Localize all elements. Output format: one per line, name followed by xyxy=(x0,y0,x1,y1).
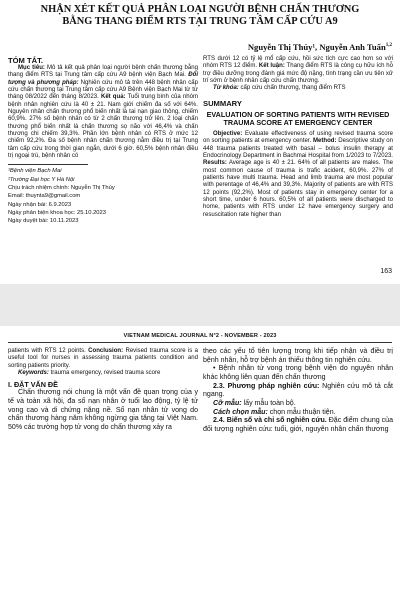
right-intro-paragraph: theo các yếu tố tiên lượng trong khi tiếp nhận và điều trị bệnh nhân, hỗ trợ bệnh án thiếu thông tin nghiên cứu. xyxy=(203,348,393,364)
cachchon-label: Cách chọn mẫu: xyxy=(213,408,268,416)
right-column-2 xyxy=(203,348,393,435)
abstract-english xyxy=(203,131,393,219)
keywords-label: Keywords: xyxy=(18,370,49,377)
en-cont-text: patients with RTS 12 points. xyxy=(8,348,86,354)
page-gap xyxy=(0,284,400,326)
doituong-label: Đối tượng và phương pháp: xyxy=(8,72,199,86)
email: Email: thuynta9@gmail.com xyxy=(8,193,81,200)
ketluan-text: Thang điểm RTS là công cụ hữu ích hỗ trợ điều dưỡng trong đánh giá mức độ nặng, tình trạng cần ưu tiên xử trí sớm ở bệnh nhân cấp cứu chấn thương. xyxy=(203,63,393,85)
author2-affiliation-sup: 1,2 xyxy=(385,43,392,49)
section-2-3 xyxy=(203,383,393,400)
objective-text: Evaluate effectiveness of using revised trauma score on sorting patients at emergency center. xyxy=(203,130,393,145)
method-text: Descriptive study on 448 trauma patients treated with basal – bolus insulin therapy at Endocrinology Department in Bachmai Hospital from 1/2023 to 7/2023. xyxy=(203,138,393,159)
responsible-author: Chịu trách nhiệm chính: Nguyễn Thị Thúy xyxy=(8,185,115,192)
abstract-english-continued xyxy=(8,348,198,370)
sec24-heading: 2.4. Biến số và chỉ số nghiên cứu. xyxy=(213,417,327,425)
sec23-heading: 2.3. Phương pháp nghiên cứu: xyxy=(213,382,320,390)
abstract-vi-cont-text: RTS dưới 12 có tỷ lệ mổ cấp cứu, hồi sức tích cực cao hơn so với nhóm RTS 12 điểm. xyxy=(203,56,393,70)
muctieu-text: Mô tả kết quả phân loại người bệnh chấn thương bằng thang điểm RTS tại Trung tâm cấp cứu A9 bệnh viện Bạch Mai. xyxy=(8,65,199,79)
author-names: Nguyễn Thị Thúy¹, Nguyễn Anh Tuấn xyxy=(247,42,386,52)
affiliation-2: ²Trường Đại học Y Hà Nội xyxy=(8,176,75,183)
tukhoa-label: Từ khóa: xyxy=(213,85,239,92)
left-column xyxy=(8,56,198,226)
authors xyxy=(248,42,392,52)
left-column-2 xyxy=(8,348,198,433)
date-reviewed: Ngày phản biện khoa học: 25.10.2023 xyxy=(8,209,106,216)
date-approved: Ngày duyệt bài: 10.11.2023 xyxy=(8,218,79,225)
article-title xyxy=(0,4,400,28)
title-line-1: NHẬN XÉT KẾT QUẢ PHÂN LOẠI NGƯỜI BỆNH CHẤN THƯƠNG xyxy=(40,4,360,15)
sampling-method xyxy=(203,409,393,418)
page-number: 163 xyxy=(380,268,392,275)
title-line-2: BẰNG THANG ĐIỂM RTS TẠI TRUNG TÂM CẤP CỨU A9 xyxy=(62,16,338,27)
keywords-vi xyxy=(203,85,393,92)
objective-label: Objective: xyxy=(213,130,243,137)
date-received: Ngày nhận bài: 6.9.2023 xyxy=(8,201,72,208)
conclusion-text: Revised trauma score is a useful tool for nurses in assessing trauma patients condition and sorting patients priority. xyxy=(8,348,198,369)
summary-heading: SUMMARY xyxy=(203,98,242,108)
footnotes xyxy=(8,167,198,225)
keywords-text: trauma emergency, revised trauma score xyxy=(48,370,161,377)
footnote-divider xyxy=(8,164,88,165)
method-label: Method: xyxy=(312,138,337,145)
results-label: Results: xyxy=(203,160,227,167)
abstract-vietnamese-continued xyxy=(203,56,393,85)
section-2-4 xyxy=(203,417,393,434)
comau-label: Cỡ mẫu: xyxy=(213,399,242,407)
ketluan-label: Kết luận: xyxy=(258,63,285,70)
keywords-en xyxy=(8,370,198,377)
affiliation-1: ¹Bệnh viện Bạch Mai xyxy=(8,168,62,175)
running-header: VIETNAM MEDICAL JOURNAL N°2 - NOVEMBER - 2023 xyxy=(123,333,277,339)
exclusion-bullet: • Bệnh nhân tử vong trong bệnh viện do nguyên nhân khác không liên quan đến chấn thương xyxy=(203,365,393,381)
summary-title: EVALUATION OF SORTING PATIENTS WITH REVISED TRAUMA SCORE AT EMERGENCY CENTER xyxy=(206,109,390,128)
tomtat-heading: TÓM TẮT. xyxy=(8,56,44,65)
sample-size xyxy=(203,400,393,409)
doituong-text: Nghiên cứu mô tả trên 448 bệnh nhân cấp cứu chấn thương tại Trung tâm cấp cứu A9 Bệnh viện Bạch Mai từ từ tháng 08/2022 đến tháng 8/2023. xyxy=(8,79,199,101)
tukhoa-text: cấp cứu chấn thương, thang điểm RTS xyxy=(238,85,346,92)
comau-text: lấy mẫu toàn bộ. xyxy=(241,399,296,407)
abstract-vietnamese xyxy=(8,65,198,160)
ketqua-text: Tuổi trung bình của nhóm bệnh nhân nghiên cứu là 40 ± 21. Nam giới chiếm đa số với 64%. Nguyên nhân chấn thương phổ biến nhất là tai nạn giao thông, chiếm 60,9%. 27% số bệnh nhân có từ 2 chấn thương trở lên. 2 loại chấn thương phổ biến nhất là chấn thương sọ não với 46,4% và chấn thương chi chiếm 39,3%. Phần lớn bệnh nhân có RTS ở mức 12 chiếm 92,2%. Đa số bệnh nhân chấn thương nằm điều trị tại Trung tâm cấp cứu trong thời gian ngắn, dưới 6 giờ. 60,5% bệnh nhân điều trị ngoại trú, bệnh nhân có xyxy=(8,94,198,160)
cachchon-text: chọn mẫu thuận tiện. xyxy=(267,408,336,416)
ketqua-label: Kết quả: xyxy=(100,94,126,101)
intro-paragraph: Chấn thương nói chung là một vấn đề quan trọng của y tế và toàn xã hội, đa số nạn nhân ở tuổi lao động, tỷ lệ tử vong cao và di chứng nặng nề. Số nạn nhân tử vong do chấn thương hàng năm không ngừng gia tăng tại Việt Nam. 50% các trường hợp tử vong do chấn thương xảy ra xyxy=(8,389,198,431)
conclusion-label: Conclusion: xyxy=(88,348,124,354)
paper-page-163 xyxy=(0,0,400,284)
results-text: Average age is 40 ± 21. 64% of all patients are males. The most common cause of trauma is trafic acident, 60,9%. 27% of patients have multi trauma. Head and limb trauma are most popular with perentage of 46,4% and 39,3%. Majority of patients are with RTS 12 points (92,2%). Most of patients stay in emergency center for a short time, under 6 hours. 60,5% of all patients were discharged to home, patients with RTS under 12 have emergency surgery and resuscitation rate higher than xyxy=(203,160,393,218)
paper-page-next xyxy=(0,326,400,600)
sec24-text: Đặc điểm chung của đối tượng nghiên cứu: tuổi, giới, nguyên nhân chấn thương xyxy=(203,417,393,433)
section1-heading: I. ĐẶT VẤN ĐỀ xyxy=(8,380,58,390)
right-column xyxy=(203,56,393,219)
muctieu-label: Mục tiêu: xyxy=(18,65,45,71)
header-rule xyxy=(8,342,392,343)
sec23-text: Nghiên cứu mô tả cắt ngang. xyxy=(203,382,393,399)
